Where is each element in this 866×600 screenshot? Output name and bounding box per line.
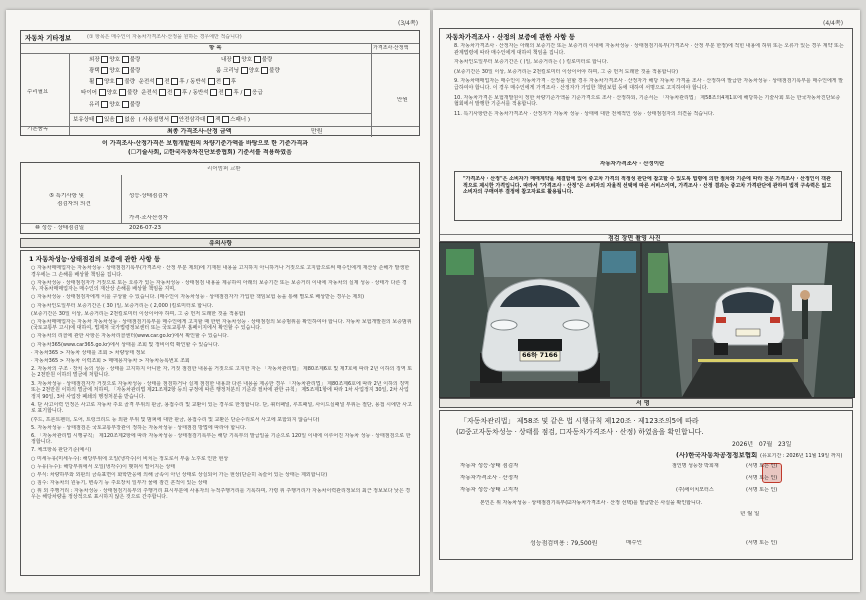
page-number-right: (4/4쪽): [823, 20, 844, 27]
law-line: 「자동차관리법」 제58조 및 같은 법 시행규칙 제120조 · 제123조의5에 따라: [460, 417, 699, 425]
receipt-line: 본인은 위 자동차성능 · 상태점검기록부(☑자동차가격조사 · 산정 선택)를 발급받은 사실을 확인합니다.: [480, 500, 703, 506]
final-unit: 만원: [311, 128, 323, 135]
item-header: 항 목: [209, 45, 222, 51]
choice-line: (☑중고자동차성능 · 상태를 점검, ☐자동차가격조사 · 산정) 하였음을 확인합니다.: [456, 428, 704, 436]
price-paragraph: (보증기간은 30일 이상, 보증거리는 2천킬로미터 이상이어야 하며, 그 중 먼저 도래한 것을 적용합니다): [454, 68, 679, 75]
notice-paragraph: ○ 자동차의 리콜에 관한 사항은 자동차리콜센터(www.car.go.kr)에서 확인할 수 있습니다.: [31, 333, 229, 340]
validity: (유효기간 : 2026년 11월 19일 까지): [760, 453, 843, 459]
inspection-photo-rear: [641, 242, 855, 398]
notice-paragraph: 3. 자동차성능 · 상태점검자가 거짓으로 자동차성능 · 상태를 점검하거나 실제 점검한 내용과 다른 내용을 제공한 경우 「자동차관리법」 제80조제6호에 따라 2년 이하의 징역 또는 2천만원 이하의 벌금에 처하며, 「자동차관리법 제21조제2항 등의 규정에 따른 행정처분의 기준과 절차에 관한 규칙」 제5조제1항에 따라 1차 사업정지 30일, 2차 사업정지 90일, 3차 사업장 폐쇄의 행정처분을 받습니다.: [31, 380, 410, 400]
row-gloss: 광택 양호 불량: [89, 68, 141, 74]
opinion-label-1: ⑤ 특기사항 및: [49, 193, 84, 199]
notice-paragraph: 4. 단 사고이력 인정은 사고로 자동차 주요 골격 부위의 판금, 용접수리 및 교환이 있는 경우로 한정합니다. 단, 쿼터패널, 루프패널, 사이드실패널 부위는 절단, 용접 시에만 사고로 표기합니다.: [31, 401, 412, 415]
inspector-label: 성능·상태점검자: [129, 193, 168, 199]
notice-paragraph: 6. 「자동차관리법 시행규칙」 제120조제2항에 따라 자동차성능 · 상태점검기록부는 해당 기록부의 발급일을 기준으로 120일 이내에 이루어진 자동차 성능 · 상태점검으로 한정합니다.: [31, 432, 411, 446]
notice-paragraph: · 자동차365 > 자동차 상태를 조회 > 차량상태 정보: [31, 349, 146, 356]
photos-title: 점검 장면 촬영 사진: [608, 235, 661, 242]
signer-row-3-sign: (서명 또는 인): [746, 487, 778, 493]
signer-row-2-label: 자동차가격조사 · 산정자: [460, 475, 519, 481]
price-section-title: 자동차가격조사 · 산정의 보증에 관한 사항 등: [446, 33, 576, 41]
license-plate: 66하 7166: [522, 352, 558, 359]
basic-label: 기본품목: [27, 126, 49, 132]
signature-box: [439, 410, 853, 560]
appraiser-label: 가격·조사산정자: [129, 215, 168, 221]
notice-paragraph: 7. 체크항목 판단기준(예시): [31, 447, 92, 454]
price-paragraph: 10. 자동차가격은 보험개발원이 정한 차량기준가액을 기준가격으로 조사 · 산정하되, 기준서는 「자동차관리법」 제58조의4제1호에 해당하는 기술사회 또는 한국자동차진단보증협회에서 발행한 기준서를 적용합니다.: [454, 94, 841, 108]
repair-label: 수리필요: [27, 89, 49, 95]
row-interior: 내장 양호 불량: [221, 57, 273, 63]
notice-paragraph: ○ 자동차매매업자는 자동차성능 · 상태점검기록부(가격조사 · 산정 부분 제외)에 기재된 내용을 고지하지 아니하거나 거짓으로 고지함으로써 매수인에게 재산상 손해가 발생한 경우에는 그 손해를 배상할 책임을 집니다.: [31, 265, 410, 278]
final-label: 최종 가격조사·산정 금액: [167, 128, 232, 135]
notice-paragraph: (후드, 프론트펜더, 도어, 트렁크리드 등 외판 부위 및 범퍼에 대한 판금, 용접수리 및 교환은 단순수리로서 사고에 포함되지 않습니다): [31, 416, 320, 423]
row-possession: 보유상태 있음 없음 ( 사용설명서 안전삼각대 잭 스패너 ): [73, 117, 251, 123]
signer-row-2-sign: (서명 또는 인): [746, 475, 778, 481]
association-name: (사)한국자동차공정정보협회: [676, 452, 758, 459]
price-paragraph: 자동차인도일부터 보증기간은 ( )일, 보증거리는 ( ) 킬로미터로 합니다.: [454, 59, 609, 66]
notice-paragraph: ○ 자동차인도일부터 보증기간은 ( 30 )일, 보증거리는 ( 2,000 )킬로미터로 합니다.: [31, 302, 214, 309]
right-page: [433, 10, 860, 592]
row-wheel: 휠 양호 불량 운전석 전 후 / 동반석 전 후: [89, 79, 237, 85]
notice-paragraph: · 자동차365 > 자동차 이력조회 > 매매용자동차 > 자동차등록번호 조회: [31, 357, 190, 364]
notice-paragraph: ○ 미세누유(미세누수): 해당부위에 오일(냉각수)이 비치는 정도로서 부품 노후로 인한 현상: [31, 455, 229, 462]
price-paragraph: 11. 특기사항란은 자동차가격조사 · 산정자가 자동차 성능 · 상태에 대한 전체적인 성능 · 상태점검자의 의견을 적습니다.: [454, 110, 715, 117]
signer-row-1-sign: (서명 또는 인): [746, 463, 778, 469]
price-paragraph: 9. 자동차매매업자는 매수인이 자동차가격 · 산정을 원할 경우 자동차가격조사 · 산정자가 해당 자동차 가격을 조사 · 산정하여 발급한 자동차성능 · 상태점검기록부를 매수인에게 발급하여야 합니다. 이 경우 매수인에게 가격조사 · 산정자가 가입한 책임보험 등에 대하여 서명으로 고지하여야 합니다.: [454, 78, 844, 91]
row-tire: 타이어 양호 불량 운전석 전 후 / 동반석 전 후 / 응급: [81, 90, 263, 96]
standard-note-line2: (☐기술사회, ☑한국자동차진단보증협회) 기준서를 적용하였음: [128, 149, 292, 156]
signer-row-1-name: 점인명 성능장 박희재: [672, 463, 719, 469]
sign-date: 2026년 07월 23일: [732, 441, 792, 448]
price-header: 가격조사·산정액: [373, 45, 409, 51]
notice-paragraph: (보증기간은 30일 이상, 보증거리는 2천킬로미터 이상이어야 하며, 그 중 먼저 도래한 것을 적용함): [31, 310, 246, 317]
other-info-box: [20, 30, 420, 136]
signature-title-bar: [439, 398, 853, 408]
definition-box: [454, 171, 842, 221]
notice-title: 유의사항: [209, 240, 233, 247]
buyer-sign: (서명 또는 인): [746, 540, 778, 546]
row-glass: 유리 양호 불량: [89, 102, 141, 108]
notice-paragraph: ○ 자동차365(www.car365.go.kr)에서 상태를 조회 및 정비이력 확인할 수 있습니다.: [31, 341, 220, 348]
opinion-label-2: 점검자의 의견: [57, 201, 91, 207]
notice-subtitle: 1 자동차성능·상태점검의 보증에 관한 사항 등: [29, 255, 161, 263]
inspection-date-label: ⑩ 성능 · 상태점검일: [35, 225, 85, 231]
price-subtitle: 자동차가격조사 · 산정이란: [600, 161, 665, 167]
inspection-date: 2026-07-23: [129, 225, 161, 231]
signer-row-3-name: (주)에이치모터스: [676, 487, 714, 493]
price-paragraph: 8. 자동차가격조사 · 산정자는 아래의 보증기간 또는 보증거리 이내에 자동차성능 · 상태점검기록부(가격조사 · 산정 부분 한정)에 적힌 내용에 허위 또는 오류가 있는 경우 계약 또는 관계법령에 따라 매수인에게 대하여 책임을 집니다.: [454, 43, 844, 56]
notice-paragraph: ○ 누유(누수): 해당부위에서 오일(냉각수)이 맺혀서 떨어지는 상태: [31, 463, 176, 470]
signer-row-1-label: 자동차 성능·상태 점검자: [460, 463, 519, 469]
notice-paragraph: ○ 자동차성능 · 상태점검자가 거짓으로 또는 오류가 있는 자동차성능 · 상태점검 내용을 제공하여 아래의 보증기간 또는 보증거리 이내에 자동차의 실제 성능 · 상태가 다른 경우, 자동차매매업자는 매수인의 재산상 손해를 배상할 책임을 지며,: [31, 279, 407, 293]
left-page: [6, 10, 430, 592]
rear-car-image: [642, 243, 854, 397]
notice-box: [20, 250, 420, 576]
notice-paragraph: ○ 침수: 자동차의 원동기, 변속기 등 주요장치 일부가 물에 잠긴 흔적이 있는 상태: [31, 479, 208, 486]
notice-title-bar: [20, 238, 420, 248]
page-number: (3/4쪽): [398, 20, 419, 27]
notice-paragraph: ○ 부식: 차량하부와 외판의 금속표면이 화학반응에 의해 금속이 아닌 상태로 상실되어 가는 현상(단순히 녹슬어 있는 상태는 제외합니다): [31, 471, 328, 478]
price-section-box: [439, 28, 853, 242]
notice-paragraph: 2. 자동차의 구조 · 장치 등의 성능 · 상태를 고지하지 아니한 자, 거짓 점검한 내용을 거짓으로 고지한 자는 「자동차관리법」 제80조제6호 및 제7호에 따라 2년 이하의 징역 또는 2천만원 이하의 벌금에 처합니다.: [31, 365, 413, 379]
row-exterior: 외장 양호 불량: [89, 57, 141, 63]
notice-paragraph: 5. 자동차성능 · 상태점검은 국토교통부장관이 정하는 자동차성능 · 상태점검 방법에 따라야 합니다.: [31, 424, 247, 431]
signer-row-3-label: 자동차 성능·상태 고지자: [460, 487, 519, 493]
receipt-date: 년 월 일: [740, 511, 760, 517]
notice-paragraph: ○ 위 외 주행거리 : 자동차성능 · 상태점검기록부의 주행거리 표시부분에 사용자의 누적주행거리를 기록하며, 가령 위 주행거리가 자동차이력관리정보의 최근 정보보다 낮은 경우는 해당차량을 정상적으로 표시하지 않은 것으로 간주합니다.: [31, 487, 411, 501]
opinion-tag: 리어범퍼 교환: [207, 166, 241, 172]
front-car-image: [440, 243, 640, 397]
inspection-fee: 성능점검비용 : 79,500원: [530, 540, 598, 547]
inspection-photo-front: [439, 242, 641, 398]
buyer-label: 매수인: [626, 540, 642, 546]
notice-paragraph: ○ 자동차성능 · 상태점검자에게 이를 구상할 수 있습니다. (매수인이 자동차성능 · 상태점검자가 가입한 책임보험 등을 통해 별도로 배상받는 경우는 제외): [31, 294, 365, 301]
notice-paragraph: ○ 자동차매매업자는 자동차 자동차성능 · 상태점검기록부를 매수인에게 고지할 때 한번 자동차성능 · 상태점검의 보증범위를 확인하여야 합니다. 자동차 보험개발원의 보증범위(국토교통부 고시)에 대하여, 법제처 국가법령정보센터 또는 국토교통부 홈페이지에서 확인할 수 있습니다.: [31, 318, 412, 332]
other-info-note: (① 항목은 매수인이 자동차가격조사·산정을 원하는 경우에만 적습니다): [87, 34, 242, 40]
row-room-cleaning: 룸 크리닝 양호 불량: [216, 68, 280, 74]
other-info-title: 자동차 기타정보: [25, 34, 72, 42]
opinion-box: [20, 162, 420, 234]
signature-title: 서 명: [636, 400, 650, 407]
unit-label: 만원: [397, 97, 408, 103]
definition-text: "가격조사 · 산정"은 소비자가 매매계약을 체결함에 있어 중고차 가격의 적정성 판단에 참고할 수 있도록 법령에 의한 절차와 기준에 따라 전문 가격조사 · 산정인이 객관적으로 제시한 가격입니다. 따라서 "가격조사 · 산정"은 소비자의 자율적 선택에 따른 서비스이며, 가격조사 · 산정 결과는 중고차 가격판단에 관하여 법적 구속력은 없고 소비자의 구매여부 결정에 참고자료로 활용됩니다.: [463, 176, 832, 196]
standard-note-line1: 이 가격조사·산정가격은 보험개발원의 차량기준가액을 바탕으로 한 기준가격과: [102, 140, 309, 147]
